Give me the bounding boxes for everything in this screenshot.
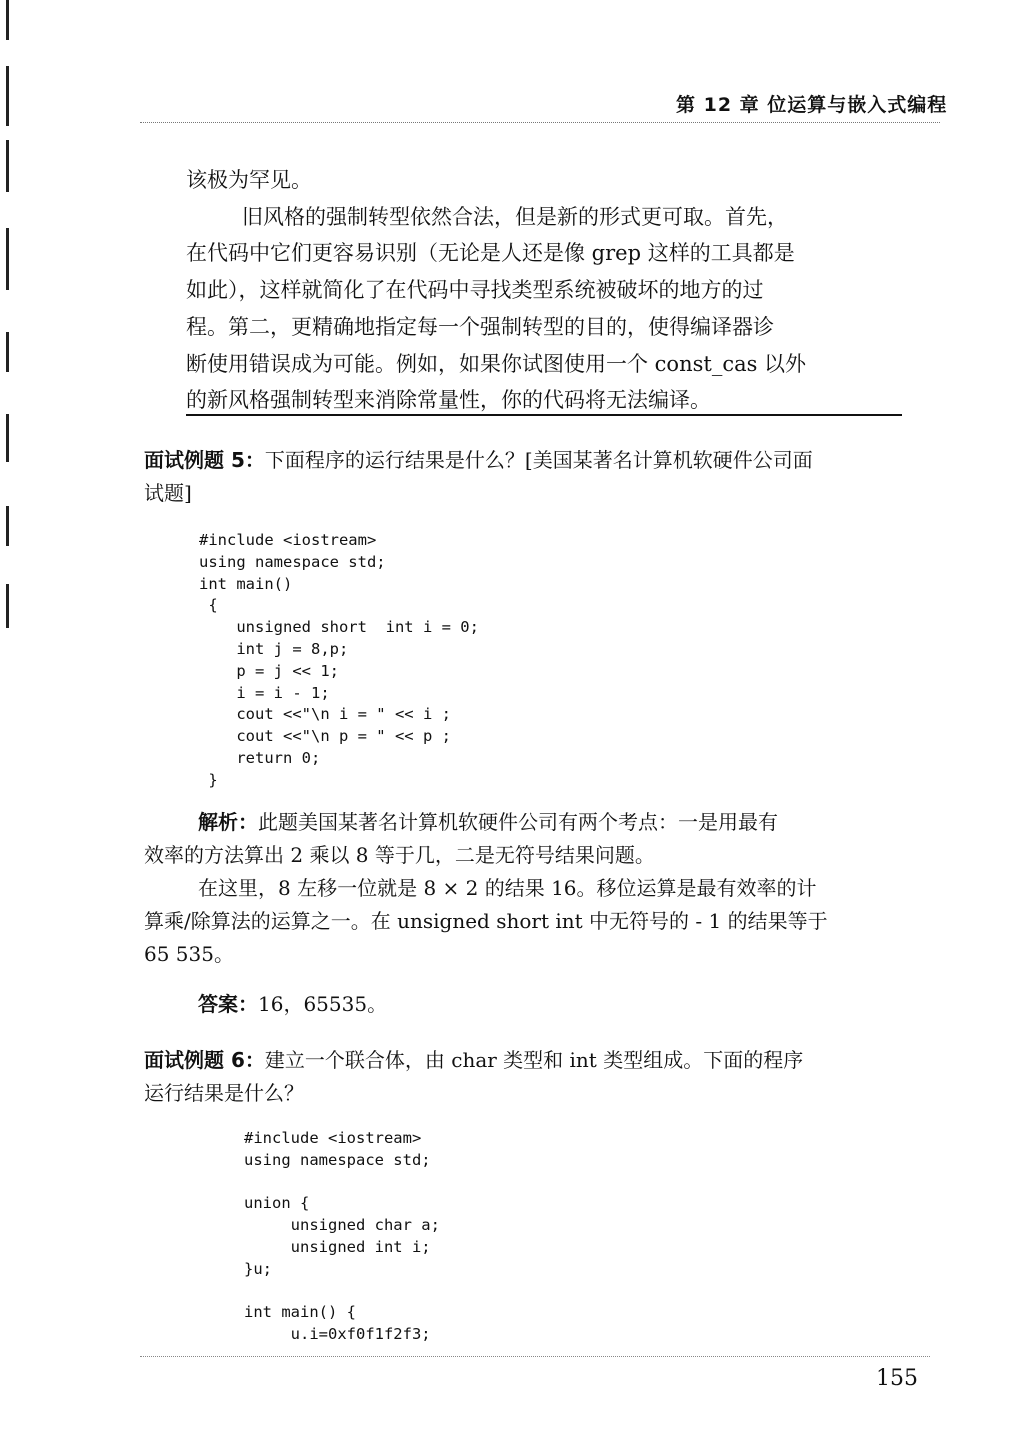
note-line: 如此），这样就简化了在代码中寻找类型系统被破坏的地方的过 [186,278,764,303]
footer-rule [140,1356,930,1357]
header-rule [140,122,940,123]
note-line: 该极为罕见。 [186,168,312,192]
scan-margin-mark [6,228,9,290]
analysis-label: 解析： [198,810,258,834]
question-text: 下面程序的运行结果是什么？[美国某著名计算机软硬件公司面 [264,448,813,472]
chapter-header: 第 12 章 位运算与嵌入式编程 [676,94,948,116]
note-line: 的新风格强制转型来消除常量性，你的代码将无法编译。 [186,388,711,413]
question-label: 面试例题 5： [144,448,265,472]
code-block: #include <iostream> using namespace std; union { unsigned char a; unsigned int i; }u; int main() { u.i=0xf0f1f2f3; [244,1129,440,1344]
code-block: #include <iostream> using namespace std; int main() { unsigned short int i = 0; int j = 8,p; p = j << 1; i = i - 1; cout <<"\n i = " << i ; cout <<"\n p = " << p ; return 0; } [199,531,479,789]
analysis-text: 65 535。 [144,942,234,966]
note-rule [186,414,902,416]
scan-margin-mark [6,66,9,126]
question-label: 面试例题 6： [144,1048,265,1072]
analysis-text: 效率的方法算出 2 乘以 8 等于几，二是无符号结果问题。 [144,843,655,867]
scan-margin-mark [6,414,9,462]
analysis-text: 算乘/除算法的运算之一。在 unsigned short int 中无符号的 - 1 的结果等于 [144,909,828,933]
scan-margin-mark [6,140,9,192]
note-line: 断使用错误成为可能。例如，如果你试图使用一个 const_cas 以外 [186,351,807,376]
question-6 [144,1044,934,1110]
note-line: 旧风格的强制转型依然合法，但是新的形式更可取。首先， [242,204,788,229]
question-5 [144,444,934,510]
analysis-text: 此题美国某著名计算机软硬件公司有两个考点：一是用最有 [258,810,778,834]
question-text: 试题] [144,481,192,505]
answer-label: 答案： [198,992,258,1016]
question-text: 建立一个联合体，由 char 类型和 int 类型组成。下面的程序 [264,1048,804,1072]
scan-margin-mark [6,584,9,628]
note-line: 程。第二，更精确地指定每一个强制转型的目的，使得编译器诊 [186,314,774,339]
analysis [144,806,934,971]
answer [144,988,934,1021]
answer-text: 16，65535。 [258,992,388,1016]
page-number: 155 [876,1366,918,1391]
scan-margin-mark [6,0,9,40]
note-line: 在代码中它们更容易识别（无论是人还是像 grep 这样的工具都是 [186,241,795,266]
note-block [186,162,901,419]
question-text: 运行结果是什么？ [144,1081,304,1105]
scan-margin-mark [6,332,9,372]
analysis-text: 在这里，8 左移一位就是 8 × 2 的结果 16。移位运算是最有效率的计 [198,876,817,900]
scan-margin-mark [6,506,9,546]
